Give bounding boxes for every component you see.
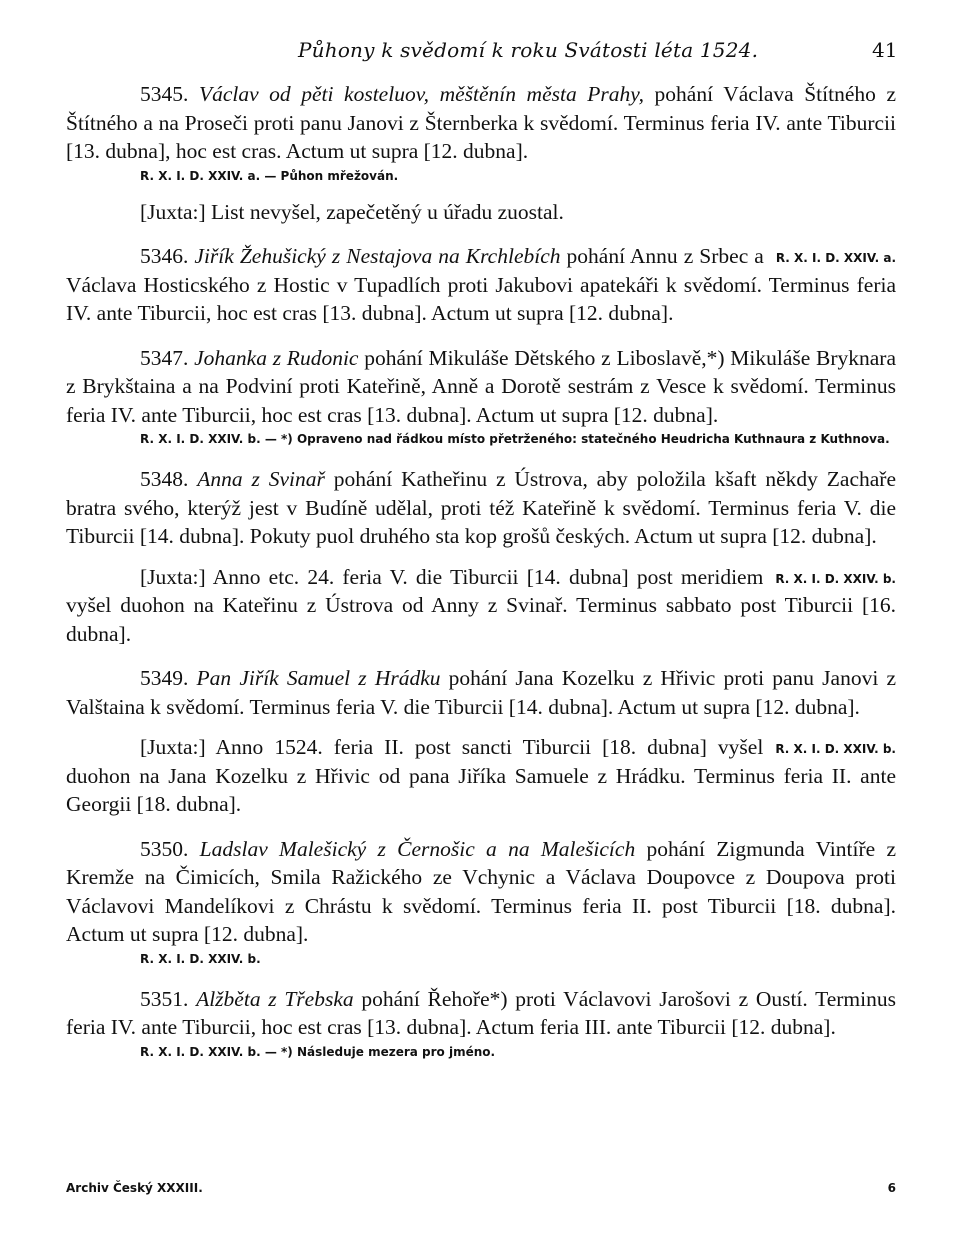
entry-text: 5347. — [140, 345, 195, 370]
party-name: Alžběta z Třebska — [196, 986, 354, 1011]
entry-gap — [66, 819, 896, 835]
entry-text: 5351. — [140, 986, 197, 1011]
entry-paragraph — [66, 664, 896, 721]
entry-text: pohání Katheřinu z Ústrova, aby položila kšaft někdy Zachaře bratra svého, kterýž jest v Budíně udělal, proti též Kateřině k svědomí. Terminus feria V. die Tiburcii [14. dubna]. Pokuty puol druhého sta kop grošů českých. Actum ut supra [12. dubna]. — [66, 467, 896, 548]
entry-text: pohání Zigmunda Vintíře z Kremže na Čimicích, Smila Ražického ze Vchynic a Václava Doupovce z Doupova proti Václavovi Mandelíkovi z Chrástu k svědomí. Terminus feria II. post Tiburcii [18. dubna]. Actum ut supra [12. dubna]. — [66, 836, 897, 946]
entry-text: pohání Mikuláše Dětského z Liboslavě,*) Mikuláše Bryknara z Brykštaina a na Podviní proti Kateřině, Anně a Dorotě sestrám z Vesce k svědomí. Terminus feria IV. ante Tiburcii, hoc est cras [13. dubna]. Actum ut supra [12. dubna]. — [66, 345, 897, 427]
archive-signature: R. X. I. D. XXIV. a. — Půhon mřežován. — [140, 168, 399, 183]
entry-gap — [66, 969, 896, 985]
juxta-text: [Juxta:] Anno 1524. feria II. post sancti Tiburcii [18. dubna] vyšel duohon na Jana Kozelku z Hřivic od pana Jiříka Samuele z Hrádku. Terminus feria II. ante Georgii [18. dubna]. — [66, 735, 896, 816]
party-name: Pan Jiřík Samuel z Hrádku — [196, 666, 441, 690]
entry-text: pohání Václava Štítného z Štítného a na Proseči proti panu Janovi z Šternberka k svědomí. Terminus feria IV. ante Tiburcii [13. dubna], hoc est cras. Actum ut supra [12. dubna]. — [66, 82, 896, 163]
entry-text: pohání Řehoře*) proti Václavovi Jarošovi z Oustí. Terminus feria IV. ante Tiburcii, hoc est cras [13. dubna]. Actum feria III. ante Tiburcii [12. dubna]. — [66, 986, 896, 1039]
party-name: Anna z Svinař — [197, 467, 325, 491]
entry-text: 5346. — [140, 244, 195, 268]
document-body — [66, 80, 896, 1062]
archive-signature: R. X. I. D. XXIV. b. — [775, 571, 896, 586]
entry-gap — [66, 328, 896, 344]
party-name: Ladslav Malešický z Černošic a na Malešicích — [199, 836, 636, 861]
juxta-text: [Juxta:] List nevyšel, zapečetěný u úřadu zuostal. — [140, 199, 564, 224]
juxta-text: [Juxta:] Anno etc. 24. feria V. die Tiburcii [14. dubna] post meridiem vyšel duohon na Kateřinu z Ústrova od Anny z Svinař. Terminus sabbato post Tiburcii [16. dubna]. — [66, 564, 896, 646]
entry-text: 5350. — [140, 836, 200, 861]
party-name: Jiřík Žehušický z Nestajova na Krchlebích — [194, 244, 561, 268]
party-name: Johanka z Rudonic — [194, 345, 359, 370]
entry — [66, 465, 896, 648]
entry — [66, 985, 896, 1062]
archive-signature: R. X. I. D. XXIV. b. — *) Následuje mezera pro jméno. — [140, 1044, 496, 1059]
entry-paragraph — [66, 985, 896, 1042]
entry-paragraph — [66, 80, 896, 166]
archive-signature-note: R. X. I. D. XXIV. b. — *) Opraveno nad řádkou místo přetrženého: statečného Heudricha Kuthnaura z Kuthnova. — [140, 432, 890, 446]
entry-text: 5345. — [140, 82, 199, 106]
page-number: 41 — [872, 38, 898, 62]
page-footer — [66, 1181, 896, 1201]
entry — [66, 344, 896, 450]
footer-sheet-mark: 6 — [887, 1181, 896, 1195]
juxta-paragraph — [66, 563, 896, 649]
entry-text: 5349. — [140, 666, 197, 690]
running-header — [0, 36, 960, 66]
entry-gap — [66, 226, 896, 242]
running-title: Půhony k svědomí k roku Svátosti léta 1524. — [298, 38, 759, 62]
entry — [66, 80, 896, 226]
archive-signature: R. X. I. D. XXIV. b. — [775, 742, 896, 756]
entry-gap — [66, 648, 896, 664]
entry — [66, 242, 896, 328]
archive-signature: R. X. I. D. XXIV. b. — [140, 951, 261, 966]
entry-paragraph — [66, 344, 896, 430]
juxta-paragraph — [66, 198, 896, 227]
juxta-paragraph — [66, 733, 896, 819]
entry-paragraph — [66, 835, 896, 949]
entry-text: pohání Jana Kozelku z Hřivic proti panu Janovi z Valštaina k svědomí. Terminus feria V. die Tiburcii [14. dubna]. Actum ut supra [12. dubna]. — [66, 666, 896, 719]
entry-text: 5348. — [140, 467, 198, 491]
footer-signature: Archiv Český XXXIII. — [66, 1181, 203, 1195]
party-name: Václav od pěti kosteluov, měštěnín města Prahy, — [198, 82, 644, 106]
entry — [66, 664, 896, 819]
entry — [66, 835, 896, 969]
archive-signature: R. X. I. D. XXIV. a. — [775, 251, 896, 265]
entry-gap — [66, 449, 896, 465]
entry-text: pohání Annu z Srbec a Václava Hosticského z Hostic v Tupadlích proti Jakubovi apatekáři k svědomí. Terminus feria IV. ante Tiburcii, hoc est cras [13. dubna]. Actum ut supra [12. dubna]. — [66, 244, 896, 325]
entry-paragraph — [66, 465, 896, 551]
entry-paragraph — [66, 242, 896, 328]
